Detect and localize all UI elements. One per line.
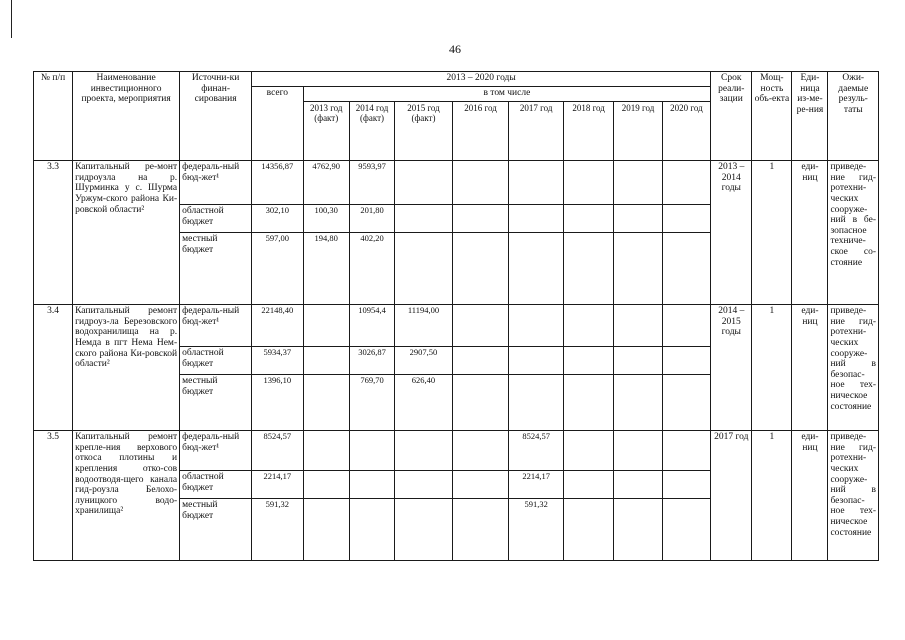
funding-year-value bbox=[563, 375, 613, 431]
header-year: 2015 год (факт) bbox=[395, 102, 453, 161]
funding-year-value bbox=[563, 431, 613, 471]
funding-year-value bbox=[662, 161, 710, 205]
funding-year-value bbox=[563, 471, 613, 499]
header-total: всего bbox=[252, 87, 303, 161]
funding-year-value: 3026,87 bbox=[349, 347, 394, 375]
header-num: № п/п bbox=[34, 72, 73, 161]
funding-source: областной бюджет bbox=[180, 347, 252, 375]
funding-year-value bbox=[509, 375, 564, 431]
funding-year-value bbox=[452, 305, 509, 347]
table-row bbox=[34, 431, 879, 471]
funding-year-value bbox=[614, 233, 662, 305]
funding-year-value bbox=[303, 347, 349, 375]
funding-year-value: 8524,57 bbox=[509, 431, 564, 471]
header-period: 2013 – 2020 годы bbox=[252, 72, 711, 87]
funding-year-value bbox=[614, 375, 662, 431]
funding-year-value: 402,20 bbox=[349, 233, 394, 305]
funding-year-value bbox=[509, 205, 564, 233]
funding-total: 8524,57 bbox=[252, 431, 303, 471]
funding-year-value bbox=[662, 471, 710, 499]
funding-year-value bbox=[614, 499, 662, 561]
table-header bbox=[34, 72, 879, 161]
funding-year-value bbox=[452, 431, 509, 471]
funding-year-value: 194,80 bbox=[303, 233, 349, 305]
funding-total: 597,00 bbox=[252, 233, 303, 305]
funding-year-value bbox=[349, 431, 394, 471]
header-unit: Еди-ница из-ме-ре-ния bbox=[792, 72, 828, 161]
funding-year-value: 10954,4 bbox=[349, 305, 394, 347]
funding-year-value bbox=[614, 347, 662, 375]
funding-source: областной бюджет bbox=[180, 205, 252, 233]
funding-year-value bbox=[662, 347, 710, 375]
project-capacity: 1 bbox=[752, 305, 792, 431]
funding-year-value bbox=[395, 161, 453, 205]
funding-year-value bbox=[395, 233, 453, 305]
funding-year-value bbox=[303, 375, 349, 431]
funding-year-value bbox=[395, 499, 453, 561]
funding-year-value bbox=[349, 499, 394, 561]
table-row bbox=[34, 305, 879, 347]
project-capacity: 1 bbox=[752, 161, 792, 305]
funding-year-value: 4762,90 bbox=[303, 161, 349, 205]
funding-year-value bbox=[563, 499, 613, 561]
project-number: 3.5 bbox=[34, 431, 73, 561]
funding-source: местный бюджет bbox=[180, 233, 252, 305]
funding-year-value bbox=[614, 205, 662, 233]
project-name: Капитальный ремонт крепле-ния верхового откоса плотины и крепления отко-сов водоотводя-щего канала гид-роузла Белохо-луницкого водо-хранилища² bbox=[73, 431, 180, 561]
funding-year-value bbox=[452, 471, 509, 499]
project-term: 2014 – 2015 годы bbox=[711, 305, 752, 431]
funding-year-value bbox=[662, 305, 710, 347]
project-result: приведе-ние гид-ротехни-ческих сооруже-ний в бе-зопасное техниче-ское со-стояние bbox=[828, 161, 879, 305]
funding-year-value: 9593,97 bbox=[349, 161, 394, 205]
project-result: приведе-ние гид-ротехни-ческих сооруже-ний в безопас-ное тех-ническое состояние bbox=[828, 305, 879, 431]
funding-total: 14356,87 bbox=[252, 161, 303, 205]
funding-year-value bbox=[662, 431, 710, 471]
project-capacity: 1 bbox=[752, 431, 792, 561]
funding-year-value bbox=[614, 161, 662, 205]
funding-year-value bbox=[509, 347, 564, 375]
funding-year-value bbox=[349, 471, 394, 499]
header-year: 2019 год bbox=[614, 102, 662, 161]
funding-year-value: 591,32 bbox=[509, 499, 564, 561]
page-number: 46 bbox=[449, 42, 461, 56]
funding-year-value bbox=[662, 205, 710, 233]
funding-year-value bbox=[563, 205, 613, 233]
funding-year-value bbox=[614, 471, 662, 499]
funding-year-value bbox=[303, 431, 349, 471]
funding-source: местный бюджет bbox=[180, 375, 252, 431]
funding-source: федераль-ный бюд-жет¹ bbox=[180, 305, 252, 347]
header-year: 2018 год bbox=[563, 102, 613, 161]
funding-year-value bbox=[452, 347, 509, 375]
funding-year-value: 201,80 bbox=[349, 205, 394, 233]
project-unit: еди-ниц bbox=[792, 431, 828, 561]
funding-year-value bbox=[614, 431, 662, 471]
project-number: 3.4 bbox=[34, 305, 73, 431]
project-name: Капитальный ремонт гидроуз-ла Березовского водохранилища на р. Немда в пгт Нема Нем-ского района Ки-ровской области² bbox=[73, 305, 180, 431]
funding-year-value: 626,40 bbox=[395, 375, 453, 431]
funding-year-value: 100,30 bbox=[303, 205, 349, 233]
funding-year-value bbox=[563, 161, 613, 205]
header-sources: Источни-ки финан-сирования bbox=[180, 72, 252, 161]
funding-year-value bbox=[509, 233, 564, 305]
header-year: 2016 год bbox=[452, 102, 509, 161]
funding-year-value bbox=[614, 305, 662, 347]
funding-total: 591,32 bbox=[252, 499, 303, 561]
funding-year-value bbox=[509, 305, 564, 347]
header-year: 2014 год (факт) bbox=[349, 102, 394, 161]
funding-year-value bbox=[563, 233, 613, 305]
header-result: Ожи-даемые резуль-таты bbox=[828, 72, 879, 161]
funding-year-value: 769,70 bbox=[349, 375, 394, 431]
header-year: 2020 год bbox=[662, 102, 710, 161]
funding-source: областной бюджет bbox=[180, 471, 252, 499]
table-row bbox=[34, 161, 879, 205]
funding-source: федераль-ный бюд-жет¹ bbox=[180, 431, 252, 471]
funding-year-value bbox=[452, 233, 509, 305]
funding-year-value bbox=[395, 471, 453, 499]
header-year: 2013 год (факт) bbox=[303, 102, 349, 161]
project-term: 2013 – 2014 годы bbox=[711, 161, 752, 305]
funding-year-value bbox=[452, 499, 509, 561]
header-including: в том числе bbox=[303, 87, 711, 102]
investment-table bbox=[33, 71, 879, 561]
funding-year-value bbox=[303, 499, 349, 561]
funding-year-value bbox=[303, 471, 349, 499]
project-unit: еди-ниц bbox=[792, 305, 828, 431]
funding-year-value: 11194,00 bbox=[395, 305, 453, 347]
funding-total: 2214,17 bbox=[252, 471, 303, 499]
project-term: 2017 год bbox=[711, 431, 752, 561]
funding-year-value bbox=[452, 205, 509, 233]
header-term: Срок реали-зации bbox=[711, 72, 752, 161]
header-year: 2017 год bbox=[509, 102, 564, 161]
project-number: 3.3 bbox=[34, 161, 73, 305]
project-unit: еди-ниц bbox=[792, 161, 828, 305]
funding-year-value bbox=[662, 233, 710, 305]
funding-year-value bbox=[395, 431, 453, 471]
funding-total: 22148,40 bbox=[252, 305, 303, 347]
margin-mark bbox=[11, 0, 12, 38]
funding-total: 1396,10 bbox=[252, 375, 303, 431]
funding-year-value bbox=[662, 375, 710, 431]
funding-total: 5934,37 bbox=[252, 347, 303, 375]
table-body bbox=[34, 161, 879, 561]
funding-year-value bbox=[452, 161, 509, 205]
funding-year-value bbox=[563, 305, 613, 347]
funding-year-value bbox=[395, 205, 453, 233]
funding-source: федераль-ный бюд-жет¹ bbox=[180, 161, 252, 205]
project-result: приведе-ние гид-ротехни-ческих сооруже-ний в безопас-ное тех-ническое состояние bbox=[828, 431, 879, 561]
funding-year-value: 2214,17 bbox=[509, 471, 564, 499]
header-capacity: Мощ-ность объ-екта bbox=[752, 72, 792, 161]
funding-year-value bbox=[509, 161, 564, 205]
funding-source: местный бюджет bbox=[180, 499, 252, 561]
funding-year-value: 2907,50 bbox=[395, 347, 453, 375]
funding-year-value bbox=[563, 347, 613, 375]
funding-year-value bbox=[452, 375, 509, 431]
funding-total: 302,10 bbox=[252, 205, 303, 233]
header-name: Наименование инвестиционного проекта, мероприятия bbox=[73, 72, 180, 161]
funding-year-value bbox=[662, 499, 710, 561]
project-name: Капитальный ре-монт гидроузла на р. Шурминка у с. Шурма Уржум-ского района Ки-ровской области² bbox=[73, 161, 180, 305]
funding-year-value bbox=[303, 305, 349, 347]
